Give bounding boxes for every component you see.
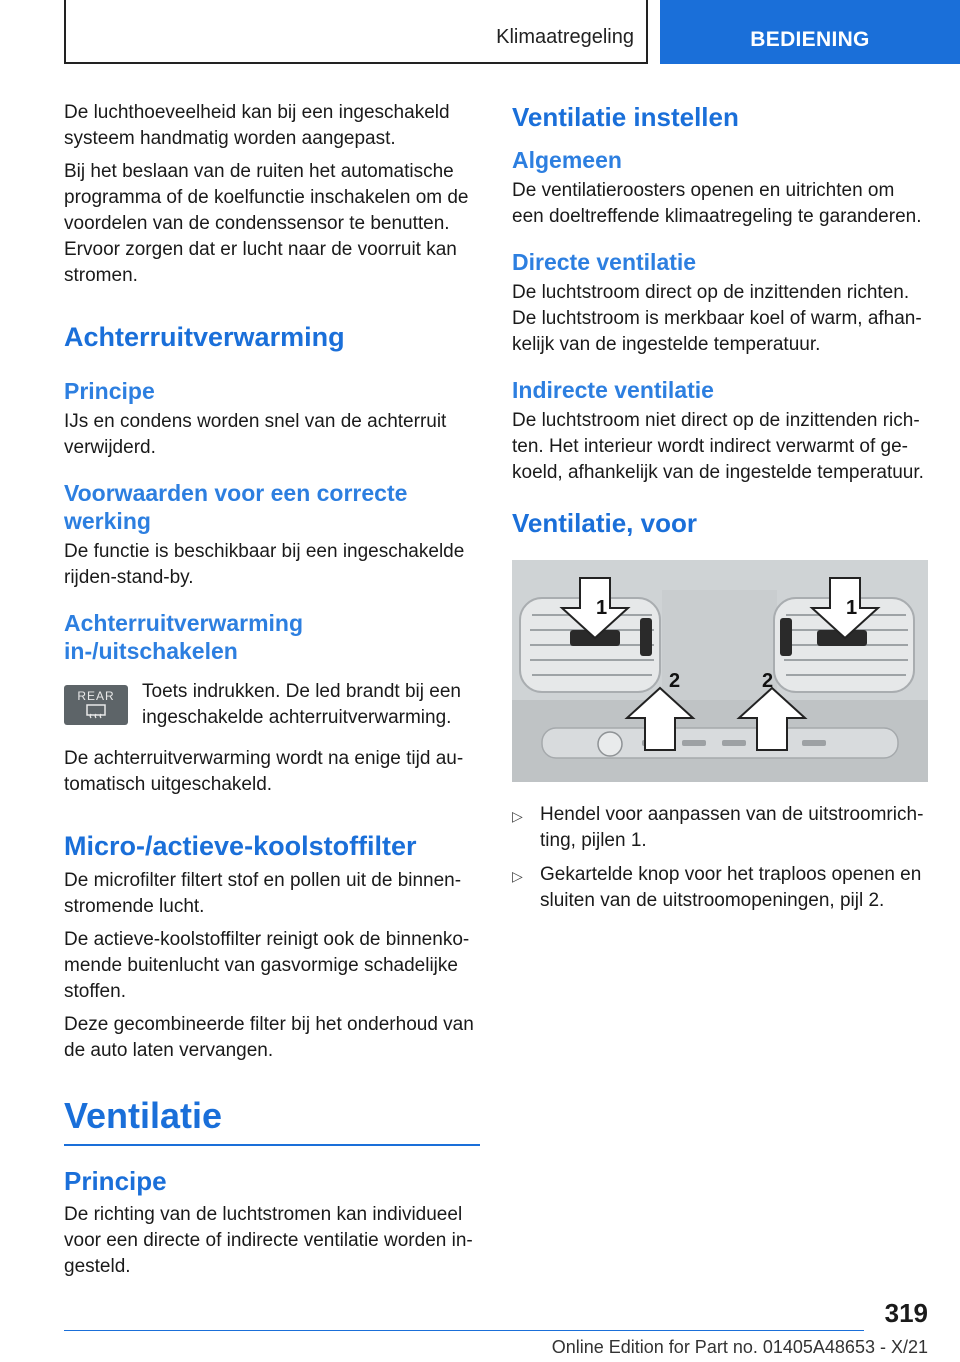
rear-defrost-button-icon — [64, 685, 128, 725]
page-number: 319 — [884, 1298, 928, 1328]
heading-ventilatie-principe: Principe — [64, 1166, 167, 1196]
heading-voorwaarden: Voorwaarden voor een correcte werking — [64, 480, 408, 534]
vent-figure-image — [512, 560, 928, 782]
list-item: ▷ Hendel voor aanpassen van de uitstroomrichting, pijlen 1. — [512, 802, 928, 854]
paragraph: Toets indrukken. De led brandt bij een ingeschakelde achterruitverwarming. — [142, 681, 461, 728]
heading-ventilatie: Ventilatie — [64, 1095, 223, 1136]
heading-directe-ventilatie: Directe ventilatie — [512, 249, 697, 275]
heading-ventilatie-voor: Ventilatie, voor — [512, 508, 697, 538]
chapter-title: Klimaatregeling — [496, 26, 634, 48]
left-column — [64, 100, 480, 1287]
triangle-bullet-icon: ▷ — [512, 868, 523, 884]
paragraph: De richting van de luchtstromen kan individueel voor een directe of indirecte ventilatie worden ingesteld. — [64, 1204, 473, 1277]
defrost-icon — [86, 704, 106, 720]
vent-illustration — [512, 560, 928, 782]
paragraph: De achterruitverwarming wordt na enige tijd automatisch uitgeschakeld. — [64, 748, 464, 795]
paragraph: De luchtstroom direct op de inzittenden richten. De luchtstroom is merkbaar koel of warm, afhankelijk van de ingestelde temperatuur. — [512, 282, 922, 355]
paragraph: IJs en condens worden snel van de achterruit verwijderd. — [64, 411, 447, 458]
arrow-label: 1 — [846, 597, 858, 619]
rear-button-label: REAR — [77, 689, 115, 703]
paragraph: Bij het beslaan van de ruiten het automatische programma of de koelfunctie inschakelen om de voordelen van de condenssensor te benutten. Ervoor zorgen dat er lucht naar de voorruit kan stromen. — [64, 161, 469, 286]
arrow-label: 2 — [762, 670, 774, 692]
arrow-label: 1 — [596, 597, 608, 619]
heading-micro-filter: Micro-/actieve-koolstoffilter — [64, 831, 417, 861]
footer-edition: Online Edition for Part no. 01405A48653 - X/21 — [551, 1337, 928, 1357]
heading-in-uitschakelen: Achterruitverwarming in-/uitschakelen — [64, 610, 304, 664]
paragraph: De actieve-koolstoffilter reinigt ook de binnenkomende buitenlucht van gasvormige schadelijke stoffen. — [64, 929, 470, 1002]
section-rule — [64, 1144, 480, 1146]
rear-button-row — [64, 679, 480, 738]
triangle-bullet-icon: ▷ — [512, 808, 523, 824]
section-tab-label: BEDIENING — [750, 28, 870, 51]
heading-rear-window-heating: Achterruitverwarming — [64, 322, 345, 352]
paragraph: De ventilatieroosters openen en uitrichten om een doeltreffende klimaatregeling te garanderen. — [512, 180, 922, 227]
heading-ventilatie-instellen: Ventilatie instellen — [512, 102, 739, 132]
heading-indirecte-ventilatie: Indirecte ventilatie — [512, 377, 714, 403]
paragraph: De functie is beschikbaar bij een ingeschakelde rijden-stand-by. — [64, 541, 465, 588]
arrow-label: 2 — [669, 670, 681, 692]
paragraph: De luchtstroom niet direct op de inzittenden richten. Het interieur wordt indirect verwarmt of gekoeld, afhankelijk van de ingestelde temperatuur. — [512, 410, 924, 483]
paragraph: De luchthoeveelheid kan bij een ingeschakeld systeem handmatig worden aangepast. — [64, 102, 450, 149]
paragraph: Deze gecombineerde filter bij het onderhoud van de auto laten vervangen. — [64, 1014, 474, 1061]
paragraph: De microfilter filtert stof en pollen uit de binnenstromende lucht. — [64, 870, 462, 917]
heading-algemeen: Algemeen — [512, 147, 622, 173]
right-column — [512, 100, 928, 922]
list-item: ▷ Gekartelde knop voor het traploos openen en sluiten van de uitstroomopeningen, pijl 2. — [512, 862, 928, 914]
heading-principe: Principe — [64, 378, 155, 404]
bullet-list — [512, 802, 928, 914]
footer-rule — [64, 1330, 864, 1331]
